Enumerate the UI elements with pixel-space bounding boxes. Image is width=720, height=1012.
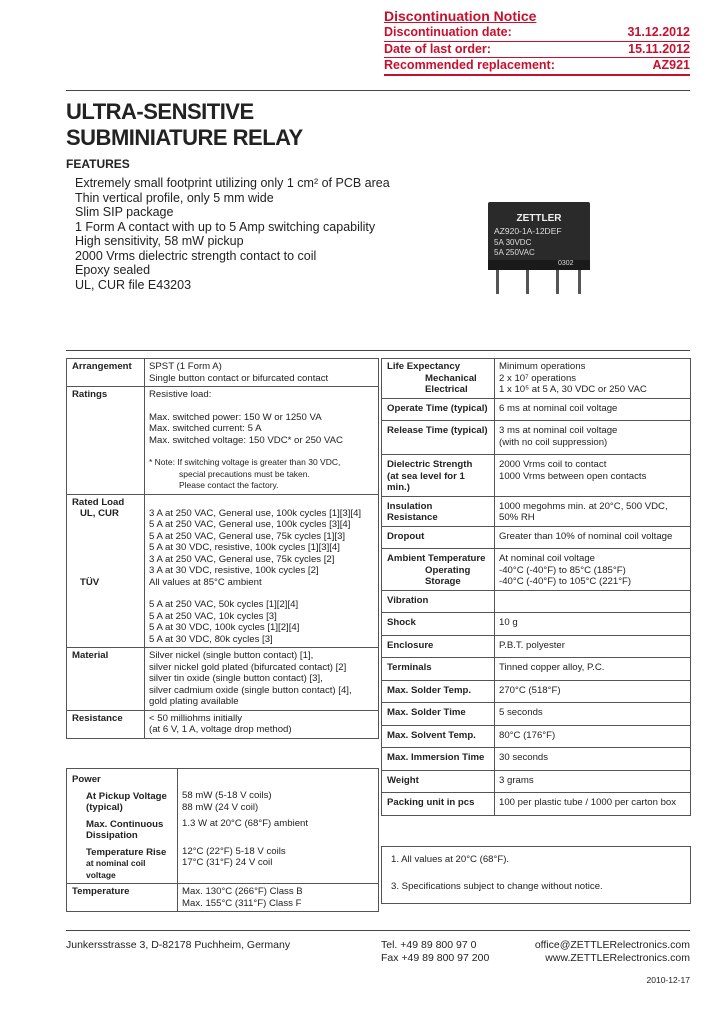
label-line: Temperature Rise <box>86 846 167 858</box>
feature-item: 2000 Vrms dielectric strength contact to coil <box>75 248 317 263</box>
value-line: 1000 Vrms between open contacts <box>499 470 647 482</box>
contact-web <box>535 939 690 964</box>
table-row <box>382 590 691 613</box>
table-row <box>382 398 691 421</box>
insulation-value <box>495 496 691 526</box>
features-heading: FEATURES <box>66 157 130 171</box>
table-row <box>382 680 691 703</box>
life-value <box>495 359 691 399</box>
spacer <box>149 446 374 457</box>
value-line: 17°C (31°F) 24 V coil <box>182 857 273 868</box>
dielectric-label <box>382 455 495 497</box>
top-divider <box>66 90 690 91</box>
label-line: Life Expectancy <box>387 361 461 372</box>
feature-item: Slim SIP package <box>75 205 174 219</box>
insulation-label <box>382 496 495 526</box>
table-row <box>67 494 379 648</box>
label-line: Ambient Temperature <box>387 553 486 564</box>
note-line: 3. Specifications subject to change without notice. <box>391 881 603 892</box>
value-line: silver nickel gold plated (bifurcated contact) [2] <box>149 661 347 673</box>
ratings-label: Ratings <box>67 387 145 495</box>
table-row <box>67 359 379 387</box>
relay-part: AZ920-1A-12DEF <box>494 226 562 236</box>
value-line: 1000 megohms min. at 20°C, 500 VDC, <box>499 500 668 512</box>
phone-number: Tel. +49 89 800 97 0 <box>381 939 477 951</box>
solder-time-value: 5 seconds <box>495 703 691 726</box>
spacer <box>149 588 374 599</box>
value-line: silver tin oxide (single button contact) [3], <box>149 673 323 684</box>
feature-item: UL, CUR file E43203 <box>75 277 192 292</box>
value-line: 5 A at 250 VAC, General use, 100k cycles [3][4] <box>149 519 351 530</box>
value-line: Max. 130°C (266°F) Class B <box>182 886 303 897</box>
value-line: Max. 155°C (311°F) Class F <box>182 897 302 909</box>
title-line-2: SUBMINIATURE RELAY <box>66 125 303 150</box>
temperature-value <box>178 884 379 912</box>
value-line: 3 A at 250 VAC, General use, 100k cycles [1][3][4] <box>149 507 362 519</box>
value-line: 12°C (22°F) 5-18 V coils <box>182 845 286 857</box>
label-line: Mechanical <box>425 372 477 384</box>
note-line: * Note: If switching voltage is greater than 30 VDC, <box>149 457 341 467</box>
vibration-label: Vibration <box>382 590 495 613</box>
terminals-label: Terminals <box>382 658 495 681</box>
table-row <box>382 748 691 771</box>
label-line: Storage <box>425 576 461 587</box>
resistance-value <box>145 710 379 738</box>
ratings-value <box>145 387 379 495</box>
table-row <box>67 648 379 711</box>
table-row <box>382 613 691 636</box>
table-row <box>382 549 691 591</box>
material-value <box>145 648 379 711</box>
relay-product-image <box>486 200 596 296</box>
value-line: Single button contact or bifurcated contact <box>149 372 329 384</box>
value-line: 2 x 10⁷ operations <box>499 372 577 384</box>
spacer <box>149 401 374 412</box>
feature-item: High sensitivity, 58 mW pickup <box>75 234 244 248</box>
release-time-value <box>495 421 691 455</box>
resistance-label: Resistance <box>67 710 145 738</box>
table-row <box>67 884 379 912</box>
value-line: < 50 milliohms initially <box>149 712 243 724</box>
label-line: UL, CUR <box>80 508 119 519</box>
label-line: Operating <box>425 564 471 576</box>
note-line: special precautions must be taken. <box>179 468 310 479</box>
ambient-temp-label <box>382 549 495 591</box>
immersion-time-label: Max. Immersion Time <box>382 748 495 771</box>
relay-pin <box>526 270 529 294</box>
weight-label: Weight <box>382 770 495 793</box>
arrangement-value <box>145 359 379 387</box>
solder-temp-label: Max. Solder Temp. <box>382 680 495 703</box>
value-line: (with no coil suppression) <box>499 436 608 448</box>
rated-load-value <box>145 494 379 648</box>
note-line: Please contact the factory. <box>179 480 279 490</box>
solder-time-label: Max. Solder Time <box>382 703 495 726</box>
features-list <box>75 176 390 292</box>
notice-label: Date of last order: <box>384 41 491 56</box>
relay-body-base <box>488 260 590 270</box>
value-line: 88 mW (24 V coil) <box>182 801 259 813</box>
power-values <box>178 769 379 884</box>
note-line: 1. All values at 20°C (68°F). <box>391 854 510 865</box>
label-line: Max. Continuous <box>86 818 164 830</box>
material-label: Material <box>67 648 145 711</box>
feature-item: 1 Form A contact with up to 5 Amp switching capability <box>75 219 376 234</box>
label-line: (typical) <box>86 802 123 813</box>
feature-item: Extremely small footprint utilizing only 1 cm² of PCB area <box>75 176 390 190</box>
packing-label: Packing unit in pcs <box>382 793 495 816</box>
table-row <box>67 710 379 738</box>
label-line: Dielectric Strength <box>387 459 473 470</box>
table-row <box>382 658 691 681</box>
temperature-label: Temperature <box>67 884 178 912</box>
label-line: Power <box>72 774 101 785</box>
packing-value: 100 per plastic tube / 1000 per carton box <box>495 793 691 816</box>
value-line: 5 A at 250 VAC, 10k cycles [3] <box>149 610 277 622</box>
value-line: 1 x 10⁵ at 5 A, 30 VDC or 250 VAC <box>499 384 647 395</box>
feature-item: Epoxy sealed <box>75 263 151 277</box>
table-row <box>382 455 691 497</box>
terminals-value: Tinned copper alloy, P.C. <box>495 658 691 681</box>
value-line: 3 A at 30 VDC, resistive, 100k cycles [2] <box>149 565 319 576</box>
title-line-1: ULTRA-SENSITIVE <box>66 99 254 124</box>
shock-value: 10 g <box>495 613 691 636</box>
email-link[interactable]: office@ZETTLERelectronics.com <box>534 939 690 951</box>
fax-number: Fax +49 89 800 97 200 <box>381 951 490 964</box>
value-line: Resistive load: <box>149 389 212 400</box>
enclosure-value: P.B.T. polyester <box>495 635 691 658</box>
label-line: At Pickup Voltage <box>86 790 167 802</box>
product-title <box>66 99 303 151</box>
value-line: (at 6 V, 1 A, voltage drop method) <box>149 724 292 735</box>
label-line: TÜV <box>80 576 100 588</box>
table-row <box>382 793 691 816</box>
value-line: Minimum operations <box>499 361 586 372</box>
power-section <box>67 769 178 884</box>
contact-phone <box>381 939 489 964</box>
table-row <box>382 421 691 455</box>
table-row <box>382 359 691 399</box>
notice-label: Discontinuation date: <box>384 25 512 39</box>
value-line: silver cadmium oxide (single button contact) [4], <box>149 684 352 696</box>
footer-divider <box>66 930 690 931</box>
value-line: Silver nickel (single button contact) [1], <box>149 650 314 661</box>
notice-row <box>384 58 690 76</box>
spacer <box>182 830 374 846</box>
operate-time-label: Operate Time (typical) <box>382 398 495 421</box>
notice-value: 31.12.2012 <box>627 25 690 39</box>
table-row <box>382 496 691 526</box>
document-date: 2010-12-17 <box>646 975 690 985</box>
rated-load-label <box>67 494 145 648</box>
spacer <box>182 771 374 790</box>
dropout-label: Dropout <box>382 526 495 549</box>
notice-value: AZ921 <box>652 58 690 72</box>
company-address: Junkersstrasse 3, D-82178 Puchheim, Germany <box>66 939 291 951</box>
table-row <box>382 703 691 726</box>
solvent-temp-value: 80°C (176°F) <box>495 725 691 748</box>
value-line: 3 A at 250 VAC, General use, 75k cycles [2] <box>149 553 335 565</box>
immersion-time-value: 30 seconds <box>495 748 691 771</box>
general-spec-table <box>381 358 691 816</box>
arrangement-label: Arrangement <box>67 359 145 387</box>
shock-label: Shock <box>382 613 495 636</box>
label-line: Resistance <box>387 512 438 523</box>
life-label <box>382 359 495 399</box>
value-line: Max. switched current: 5 A <box>149 423 262 434</box>
middle-divider <box>66 350 690 351</box>
value-line: All values at 85°C ambient <box>149 576 262 588</box>
dropout-value: Greater than 10% of nominal coil voltage <box>495 526 691 549</box>
relay-date-code: 0302 <box>558 260 574 267</box>
notice-title: Discontinuation Notice <box>384 8 537 24</box>
website-link[interactable]: www.ZETTLERelectronics.com <box>545 951 690 964</box>
relay-pin <box>556 270 559 294</box>
dielectric-value <box>495 455 691 497</box>
value-line: 2000 Vrms coil to contact <box>499 459 607 470</box>
coil-spec-table <box>66 768 379 912</box>
relay-pin <box>496 270 499 294</box>
label-line: (at sea level for 1 min.) <box>387 470 465 493</box>
value-line: gold plating available <box>149 696 239 707</box>
enclosure-label: Enclosure <box>382 635 495 658</box>
relay-rating-1: 5A 30VDC <box>494 238 532 247</box>
value-line: -40°C (-40°F) to 85°C (185°F) <box>499 564 626 576</box>
value-line: 5 A at 30 VDC, 100k cycles [1][2][4] <box>149 622 300 633</box>
value-line: 5 A at 30 VDC, resistive, 100k cycles [1][3][4] <box>149 542 340 553</box>
table-row <box>382 635 691 658</box>
value-line: Max. switched voltage: 150 VDC* or 250 VAC <box>149 434 343 446</box>
value-line: 5 A at 250 VAC, General use, 75k cycles [1][3] <box>149 530 346 542</box>
release-time-label: Release Time (typical) <box>382 421 495 455</box>
label-line: Rated Load <box>72 496 125 508</box>
value-line: At nominal coil voltage <box>499 553 595 564</box>
spacer <box>72 520 140 577</box>
value-line: 5 A at 30 VDC, 80k cycles [3] <box>149 633 273 645</box>
value-line: -40°C (-40°F) to 105°C (221°F) <box>499 576 632 587</box>
notice-row <box>384 25 690 42</box>
label-line: Electrical <box>425 384 468 395</box>
notes-box <box>381 846 691 904</box>
relay-pin <box>578 270 581 294</box>
label-line: at nominal coil voltage <box>86 858 146 880</box>
value-line: 3 ms at nominal coil voltage <box>499 425 618 436</box>
solvent-temp-label: Max. Solvent Temp. <box>382 725 495 748</box>
vibration-value <box>495 590 691 613</box>
relay-brand: ZETTLER <box>516 213 562 224</box>
label-line: Dissipation <box>86 830 138 841</box>
notice-label: Recommended replacement: <box>384 58 555 72</box>
solder-temp-value: 270°C (518°F) <box>495 680 691 703</box>
weight-value: 3 grams <box>495 770 691 793</box>
label-line: Insulation <box>387 500 433 512</box>
table-row <box>67 769 379 884</box>
spacer <box>391 865 681 881</box>
table-row <box>382 526 691 549</box>
value-line: 5 A at 250 VAC, 50k cycles [1][2][4] <box>149 599 299 610</box>
spacer <box>149 497 374 508</box>
ambient-temp-value <box>495 549 691 591</box>
value-line: SPST (1 Form A) <box>149 361 222 372</box>
table-row <box>382 770 691 793</box>
discontinuation-notice <box>384 8 690 76</box>
value-line: 58 mW (5-18 V coils) <box>182 790 272 801</box>
notice-row <box>384 42 690 59</box>
operate-time-value: 6 ms at nominal coil voltage <box>495 398 691 421</box>
value-line: 1.3 W at 20°C (68°F) ambient <box>182 818 309 829</box>
feature-item: Thin vertical profile, only 5 mm wide <box>75 190 274 205</box>
table-row <box>67 387 379 495</box>
relay-rating-2: 5A 250VAC <box>494 248 535 257</box>
table-row <box>382 725 691 748</box>
contact-spec-table <box>66 358 379 739</box>
value-line: 50% RH <box>499 512 535 523</box>
value-line: Max. switched power: 150 W or 1250 VA <box>149 411 322 423</box>
notice-value: 15.11.2012 <box>628 41 690 56</box>
